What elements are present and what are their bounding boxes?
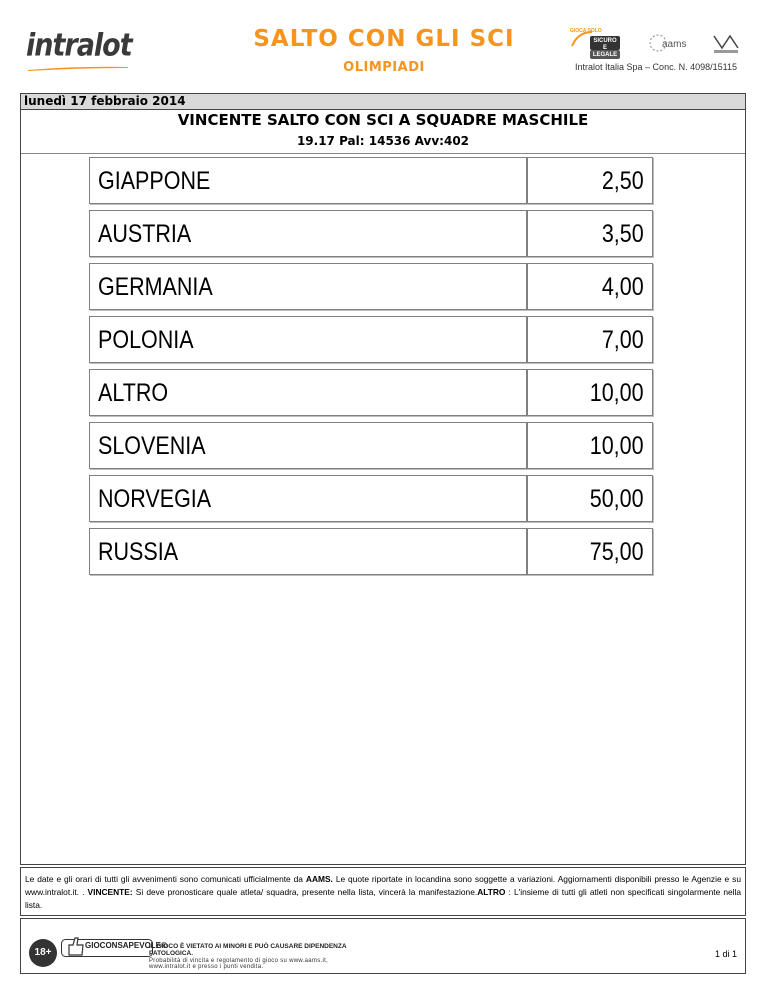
notes-text: : L'insieme di tutti gli atleti non specificati singolarmente nella lista. <box>25 887 742 910</box>
odds-value: 7,00 <box>602 326 644 354</box>
team-name: RUSSIA <box>98 538 179 566</box>
odds-row <box>89 316 653 363</box>
odds-cell <box>527 157 653 204</box>
badge-gioca-solo: GIOCA SOLO <box>570 28 602 34</box>
odds-row <box>89 369 653 416</box>
odds-cell <box>527 263 653 310</box>
warning-line: IL GIOCO È VIETATO AI MINORI E PUÒ CAUSARE DIPENDENZA PATOLOGICA. <box>149 943 347 957</box>
age-badge: 18+ <box>29 939 57 967</box>
odds-row <box>89 210 653 257</box>
notes-paragraph <box>25 873 741 912</box>
event-title: VINCENTE SALTO CON SCI A SQUADRE MASCHILE <box>177 111 589 129</box>
event-date: lunedì 17 febbraio 2014 <box>24 94 186 108</box>
odds-cell <box>527 369 653 416</box>
team-cell <box>89 369 527 416</box>
notes-text: Si deve pronosticare quale atleta/ squadra, presente nella lista, vincerà la manifestazione. <box>132 887 478 897</box>
odds-row <box>89 422 653 469</box>
odds-cell <box>527 422 653 469</box>
notes-vincente-label: VINCENTE: <box>87 887 133 897</box>
concession-text: Intralot Italia Spa – Conc. N. 4098/15115 <box>575 62 737 72</box>
odds-row <box>89 263 653 310</box>
odds-value: 50,00 <box>590 485 644 513</box>
page-subtitle: OLIMPIADI <box>343 60 425 75</box>
team-cell <box>89 316 527 363</box>
notes-altro-label: ALTRO <box>477 887 506 897</box>
notes-text: Le date e gli orari di tutti gli avvenimenti sono comunicati ufficialmente da <box>25 874 306 884</box>
team-name: NORVEGIA <box>98 485 212 513</box>
legal-notes <box>20 867 746 916</box>
badge-sicuro-legale: SICURO E LEGALE <box>592 38 618 58</box>
odds-value: 10,00 <box>590 432 644 460</box>
odds-value: 2,50 <box>602 167 644 195</box>
team-name: GERMANIA <box>98 273 213 301</box>
divider <box>21 153 745 154</box>
team-cell <box>89 422 527 469</box>
team-cell <box>89 157 527 204</box>
footer <box>20 918 746 974</box>
odds-cell <box>527 528 653 575</box>
odds-row <box>89 157 653 204</box>
team-name: ALTRO <box>98 379 169 407</box>
odds-value: 75,00 <box>590 538 644 566</box>
warning-line: www.intralot.it e presso i punti vendita. <box>149 964 264 970</box>
team-name: GIAPPONE <box>98 167 211 195</box>
page-number: 1 di 1 <box>714 949 737 959</box>
odds-value: 3,50 <box>602 220 644 248</box>
odds-value: 4,00 <box>602 273 644 301</box>
warning-line: Probabilità di vincita e regolamento di gioco su www.aams.it, <box>149 958 329 964</box>
page-title: SALTO CON GLI SCI <box>253 26 515 52</box>
team-cell <box>89 210 527 257</box>
team-name: SLOVENIA <box>98 432 206 460</box>
logo-text: intralot <box>26 28 132 64</box>
odds-row <box>89 475 653 522</box>
team-name: POLONIA <box>98 326 194 354</box>
team-cell <box>89 528 527 575</box>
svg-text:aams: aams <box>662 39 687 50</box>
gioconsapevole-label: GIOCONSAPEVOLE® <box>85 941 167 950</box>
odds-value: 10,00 <box>590 379 644 407</box>
odds-cell <box>527 316 653 363</box>
odds-cell <box>527 475 653 522</box>
brand-logos <box>566 28 744 64</box>
notes-text: Le quote riportate in locandina sono soggette a variazioni. Aggiornamenti disponibili presso le Agenzie e su www.intralot.it. . <box>25 874 741 897</box>
odds-row <box>89 528 653 575</box>
team-cell <box>89 263 527 310</box>
team-name: AUSTRIA <box>98 220 192 248</box>
date-bar <box>20 93 746 110</box>
team-cell <box>89 475 527 522</box>
event-meta: 19.17 Pal: 14536 Avv:402 <box>296 134 470 148</box>
odds-cell <box>527 210 653 257</box>
warning-text <box>149 943 389 970</box>
notes-aams: AAMS. <box>305 874 333 884</box>
